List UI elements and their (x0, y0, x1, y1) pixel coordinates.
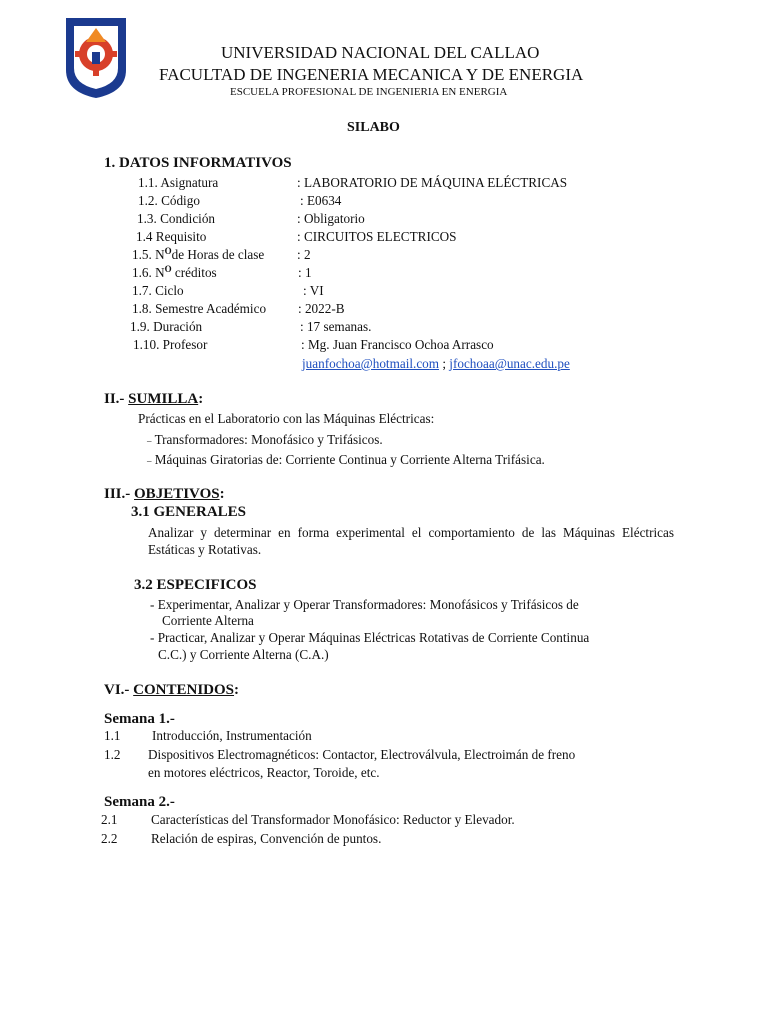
university-name: UNIVERSIDAD NACIONAL DEL CALLAO (221, 43, 540, 62)
email-link-hotmail[interactable]: juanfochoa@hotmail.com (302, 356, 440, 371)
datos-value: : Mg. Juan Francisco Ochoa Arrasco (301, 337, 494, 352)
datos-label: 1.6. $N^O$ créditos (132, 264, 217, 280)
datos-label: 1.2. Código (138, 193, 200, 208)
generales-heading: 3.1 GENERALES (131, 504, 247, 520)
semana-title: Semana 1.- (104, 711, 175, 727)
datos-value: : VI (303, 283, 324, 298)
list-item: Corriente Alterna (162, 613, 254, 628)
item-text: en motores eléctricos, Reactor, Toroide, etc. (148, 765, 380, 780)
datos-value: : 1 (298, 265, 312, 280)
list-item: - Experimentar, Analizar y Operar Transformadores: Monofásicos y Trifásicos de (150, 597, 579, 612)
datos-label: 1.9. Duración (130, 319, 203, 334)
sumilla-heading: II.- SUMILLA: (104, 391, 204, 407)
datos-label: 1.3. Condición (137, 211, 216, 226)
datos-value: : 17 semanas. (300, 319, 372, 334)
email-link-unac[interactable]: jfochoaa@unac.edu.pe (449, 356, 570, 371)
semana-title: Semana 2.- (104, 794, 175, 810)
list-item: – Transformadores: Monofásico y Trifásicos. (147, 432, 383, 447)
item-text: Introducción, Instrumentación (152, 728, 312, 743)
university-logo (62, 12, 130, 100)
datos-label: 1.5. $N^Ode$ Horas de clase (132, 246, 265, 262)
item-text: Dispositivos Electromagnéticos: Contactor, Electroválvula, Electroimán de freno (148, 747, 576, 762)
item-text: Características del Transformador Monofásico: Reductor y Elevador. (151, 812, 515, 827)
datos-label: 1.10. Profesor (133, 337, 208, 352)
datos-value: : CIRCUITOS ELECTRICOS (297, 229, 457, 244)
sumilla-intro: Prácticas en el Laboratorio con las Máquinas Eléctricas: (138, 411, 435, 426)
item-number: 2.2 (101, 831, 118, 846)
datos-label: 1.8. Semestre Académico (132, 301, 267, 316)
datos-value: : 2022-B (298, 301, 345, 316)
item-text: Relación de espiras, Convención de puntos. (151, 831, 382, 846)
datos-label: 1.4 Requisito (136, 229, 207, 244)
objetivos-heading: III.- OBJETIVOS: (104, 486, 225, 502)
datos-label: 1.1. Asignatura (138, 175, 219, 190)
datos-value: : LABORATORIO DE MÁQUINA ELÉCTRICAS (297, 175, 568, 190)
datos-value: : E0634 (300, 193, 342, 208)
datos-heading: 1. DATOS INFORMATIVOS (104, 155, 292, 171)
item-number: 1.1 (104, 728, 121, 743)
item-number: 2.1 (101, 812, 118, 827)
document-title: SILABO (347, 120, 400, 135)
especificos-heading: 3.2 ESPECIFICOS (134, 577, 257, 593)
contact-emails: juanfochoa@hotmail.com ; jfochoaa@unac.edu.pe (302, 356, 570, 371)
faculty-name: FACULTAD DE INGENERIA MECANICA Y DE ENERGIA (159, 65, 584, 84)
school-name: ESCUELA PROFESIONAL DE INGENIERIA EN ENERGIA (230, 86, 508, 98)
list-item: - Practicar, Analizar y Operar Máquinas Eléctricas Rotativas de Corriente Continua (150, 630, 590, 645)
datos-value: : Obligatorio (297, 211, 365, 226)
list-item: – Máquinas Giratorias de: Corriente Continua y Corriente Alterna Trifásica. (147, 452, 545, 467)
generales-text: Analizar y determinar en forma experimental el comportamiento de las Máquinas Eléctricas Estáticas y Rotativas. (148, 525, 674, 557)
datos-label: 1.7. Ciclo (132, 283, 184, 298)
item-number: 1.2 (104, 747, 121, 762)
datos-value: : 2 (297, 247, 311, 262)
contenidos-heading: VI.- CONTENIDOS: (104, 682, 240, 698)
list-item: C.C.) y Corriente Alterna (C.A.) (158, 647, 329, 662)
